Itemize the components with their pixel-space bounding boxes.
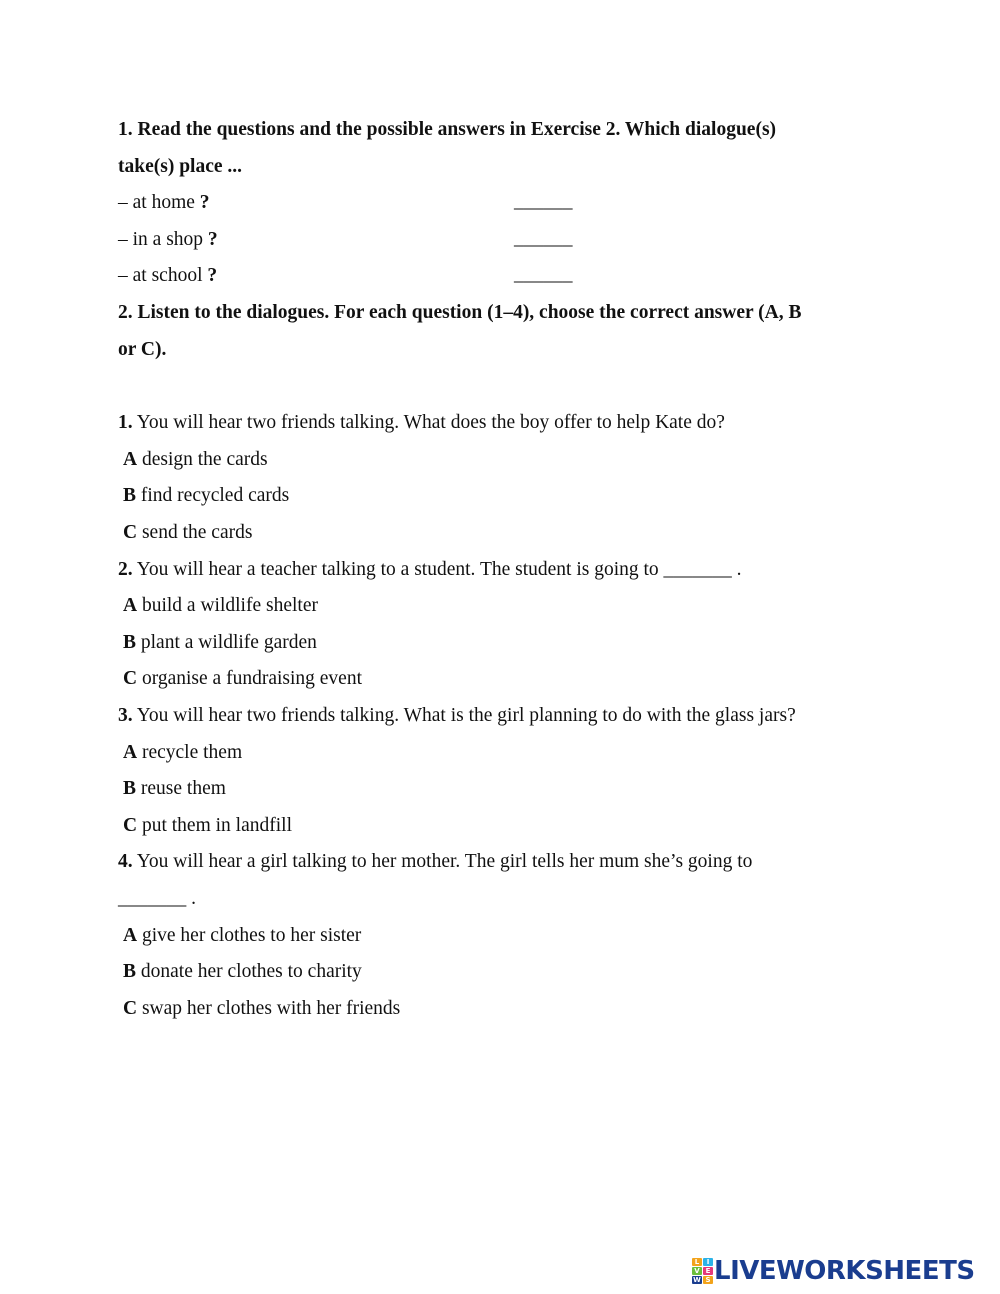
liveworksheets-logo-icon xyxy=(692,1258,712,1284)
ex1-item-shop xyxy=(118,228,218,252)
question-2 xyxy=(118,558,742,582)
logo-mark-cell: E xyxy=(703,1267,713,1275)
option-letter: A xyxy=(123,449,138,470)
option-text: put them in landfill xyxy=(137,815,292,836)
option-letter: B xyxy=(123,778,137,799)
question-1 xyxy=(118,411,725,435)
ex1-item-label: – at school xyxy=(118,265,203,286)
question-4 xyxy=(118,850,752,874)
q4-option-a[interactable] xyxy=(123,924,361,948)
q4-option-c[interactable] xyxy=(123,997,400,1021)
ex1-item-label: – at home xyxy=(118,192,195,213)
q1-option-b[interactable] xyxy=(123,484,289,508)
q1-option-c[interactable] xyxy=(123,521,252,545)
option-letter: B xyxy=(123,485,137,506)
option-letter: C xyxy=(123,668,138,689)
question-text: You will hear two friends talking. What does the boy offer to help Kate do? xyxy=(132,412,725,433)
question-text: You will hear two friends talking. What is the girl planning to do with the glass jars? xyxy=(132,705,796,726)
logo-mark-cell: V xyxy=(692,1267,702,1275)
question-number: 4. xyxy=(118,851,133,872)
ex1-answer-blank-school[interactable]: ______ xyxy=(514,264,573,285)
q2-option-a[interactable] xyxy=(123,594,318,618)
option-text: design the cards xyxy=(137,449,268,470)
exercise-2-heading: 2. Listen to the dialogues. For each question (1–4), choose the correct answer (A, B xyxy=(118,302,802,323)
option-text: organise a fundraising event xyxy=(137,668,363,689)
ex1-item-mark: ? xyxy=(207,265,218,286)
question-3 xyxy=(118,704,796,728)
question-number: 2. xyxy=(118,559,133,580)
option-letter: B xyxy=(123,961,137,982)
q2-option-b[interactable] xyxy=(123,631,317,655)
option-letter: B xyxy=(123,632,137,653)
option-letter: A xyxy=(123,742,138,763)
option-letter: C xyxy=(123,522,138,543)
option-text: swap her clothes with her friends xyxy=(137,998,401,1019)
option-letter: C xyxy=(123,998,138,1019)
option-text: build a wildlife shelter xyxy=(137,595,318,616)
logo-mark-cell: W xyxy=(693,1276,701,1284)
logo-mark-cell: L xyxy=(692,1258,702,1266)
option-text: send the cards xyxy=(137,522,253,543)
q1-option-a[interactable] xyxy=(123,448,268,472)
exercise-1-heading: 1. Read the questions and the possible answers in Exercise 2. Which dialogue(s) xyxy=(118,119,777,140)
option-text: find recycled cards xyxy=(136,485,290,506)
liveworksheets-logo-text: LIVEWORKSHEETS xyxy=(714,1256,975,1286)
liveworksheets-logo[interactable] xyxy=(692,1255,975,1287)
option-text: plant a wildlife garden xyxy=(136,632,317,653)
ex1-item-label: – in a shop xyxy=(118,229,204,250)
option-letter: C xyxy=(123,815,138,836)
q3-option-b[interactable] xyxy=(123,777,226,801)
exercise-2-heading-cont: or C). xyxy=(118,339,167,360)
ex1-item-mark: ? xyxy=(199,192,210,213)
option-text: give her clothes to her sister xyxy=(137,925,362,946)
question-number: 3. xyxy=(118,705,133,726)
exercise-1-heading-cont: take(s) place ... xyxy=(118,156,243,177)
option-letter: A xyxy=(123,595,138,616)
ex1-answer-blank-home[interactable]: ______ xyxy=(514,191,573,212)
option-text: reuse them xyxy=(136,778,226,799)
ex1-answer-blank-shop[interactable]: ______ xyxy=(514,228,573,249)
option-text: donate her clothes to charity xyxy=(136,961,362,982)
ex1-item-school xyxy=(118,264,217,288)
option-letter: A xyxy=(123,925,138,946)
question-4-blank: _______ . xyxy=(118,888,196,909)
q3-option-c[interactable] xyxy=(123,814,292,838)
question-text: You will hear a teacher talking to a student. The student is going to _______ . xyxy=(132,559,742,580)
q4-option-b[interactable] xyxy=(123,960,362,984)
question-text: You will hear a girl talking to her mother. The girl tells her mum she’s going to xyxy=(132,851,753,872)
logo-mark-cell: I xyxy=(703,1258,713,1266)
ex1-item-mark: ? xyxy=(207,229,218,250)
q3-option-a[interactable] xyxy=(123,741,242,765)
option-text: recycle them xyxy=(137,742,243,763)
question-number: 1. xyxy=(118,412,133,433)
q2-option-c[interactable] xyxy=(123,667,362,691)
ex1-item-home xyxy=(118,191,210,215)
logo-mark-cell: S xyxy=(703,1276,713,1284)
